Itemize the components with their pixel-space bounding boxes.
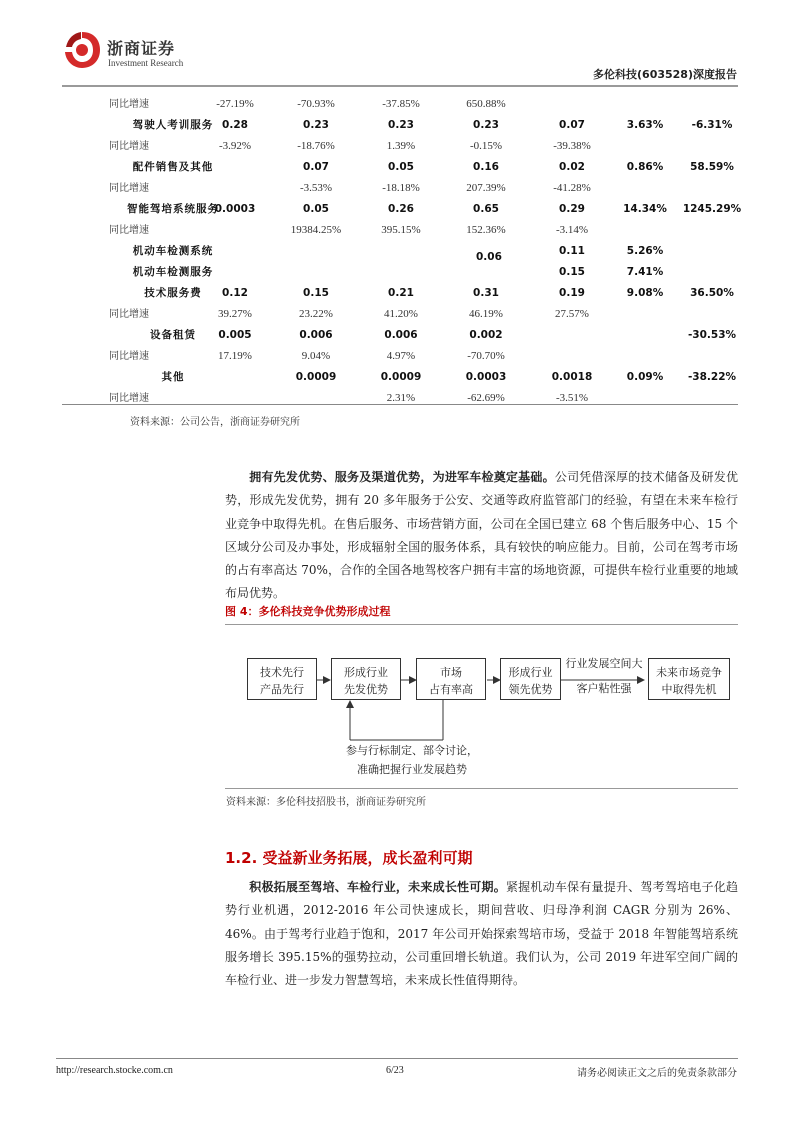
arrow-label-bottom: 客户粘性强 [576,682,632,695]
table-cell: -3.51% [555,392,589,404]
table-cell: 36.50% [690,287,734,299]
table-cell: 0.0003 [465,371,507,383]
table-row [62,157,738,178]
table-row [62,262,738,283]
table-cell: 0.005 [218,329,252,341]
flow-box-line: 先发优势 [344,683,388,696]
table-cell: 9.04% [301,350,331,362]
table-cell: -18.18% [382,182,420,194]
table-cell: 0.26 [388,203,414,215]
flow-box-line: 产品先行 [260,683,304,696]
paragraph-lead: 积极拓展至驾培、车检行业，未来成长性可期。 [249,880,506,894]
table-row [62,325,738,346]
table-cell: -41.28% [553,182,591,194]
table-cell: 3.63% [626,119,664,131]
table-cell: 0.21 [388,287,414,299]
table-cell: -3.92% [218,140,252,152]
paragraph-growth [225,876,738,992]
table-cell: -30.53% [687,329,737,341]
table-cell: 0.0009 [380,371,422,383]
row-label: 同比增速 [109,393,149,404]
table-cell: 14.34% [623,203,667,215]
footer-divider [56,1058,738,1059]
table-row [62,115,738,136]
flow-box-line: 占有率高 [429,683,473,696]
row-label: 机动车检测系统 [132,245,214,257]
row-label: 驾驶人考训服务 [132,119,214,131]
table-row [62,346,738,367]
table-cell: 152.36% [466,224,506,236]
logo-chinese-name: 浙商证券 [107,39,176,58]
table-cell: 0.23 [473,119,499,131]
table-cell: 0.0018 [551,371,593,383]
table-cell: 4.97% [386,350,416,362]
figure-source: 资料来源：多伦科技招股书，浙商证券研究所 [226,797,426,808]
table-cell: -18.76% [297,140,335,152]
row-label: 其他 [161,371,185,383]
arrow-label-top: 行业发展空间大 [565,657,643,670]
table-row [62,136,738,157]
table-cell: 1245.29% [682,203,742,215]
table-cell: 7.41% [626,266,664,278]
row-label: 同比增速 [109,225,149,236]
table-row [62,178,738,199]
table-cell: 5.26% [626,245,664,257]
table-cell: 0.12 [222,287,248,299]
table-cell: 46.19% [469,308,503,320]
table-cell: 0.23 [388,119,414,131]
flow-box-line: 形成行业 [344,666,388,679]
row-label: 设备租赁 [150,329,196,341]
row-label: 同比增速 [109,99,149,110]
table-row [62,388,738,409]
table-cell: 0.15 [303,287,329,299]
flow-box-line: 技术先行 [260,666,304,679]
paragraph-competitive-advantage [225,466,738,606]
table-cell: -27.19% [216,98,254,110]
flow-box-market-share [416,658,486,700]
footer-url-link[interactable]: http://research.stocke.com.cn [56,1065,173,1076]
flow-box-first-mover [331,658,401,700]
flow-box-line: 市场 [440,666,462,679]
flow-box-line: 中取得先机 [661,683,717,696]
table-cell: 0.15 [559,266,585,278]
table-row [62,94,738,115]
table-cell: -3.53% [299,182,333,194]
table-cell: -39.38% [553,140,591,152]
table-cell: 0.002 [469,329,503,341]
page-number: 6/23 [386,1065,404,1076]
table-row [62,367,738,388]
feedback-label-1: 参与行标制定、部令讨论， [346,744,478,757]
paragraph-body: 公司凭借深厚的技术储备及研发优势，形成先发优势，拥有 20 多年服务于公安、交通等政府监管部门的经验，有望在未来车检行业竞争中取得先机。在售后服务、市场营销方面，公司在全国已建立 68 个售后服务中心、15 个区域分公司及办事处，形成辐射全国的服务体系，具有较快的响应能力。目前，公司在驾考市场的占有率高达 70%，合作的全国各地驾校客户拥有丰富的场地资源，可提供车检行业重要的地域布局优势。 [225,470,738,601]
table-cell: 0.11 [559,245,585,257]
row-label: 配件销售及其他 [132,161,214,173]
figure-title: 图 4：多伦科技竞争优势形成过程 [225,605,391,618]
table-cell: 0.86% [626,161,664,173]
table-cell: 17.19% [218,350,252,362]
table-cell: 58.59% [690,161,734,173]
table-cell: -62.69% [467,392,505,404]
paragraph-body: 紧握机动车保有量提升、驾考驾培电子化趋势行业机遇，2012-2016 年公司快速成长，期间营收、归母净利润 CAGR 分别为 26%、46%。由于驾考行业趋于饱和，2017 年公司开始探索驾培市场，受益于 2018 年智能驾培系统服务增长 395.15%的强势拉动，公司重回增长轨道。我们认为，公司 2019 年进军空间广阔的车检行业、进一步发力智慧驾培，未来成长性值得期待。 [225,880,738,988]
table-cell: 0.02 [559,161,585,173]
logo-mark-icon [62,30,102,70]
table-cell: 9.08% [626,287,664,299]
table-cell: 19384.25% [290,224,342,236]
flow-box-line: 领先优势 [508,683,553,696]
row-label: 同比增速 [109,309,149,320]
merged-cell-value: 0.06 [476,251,502,263]
table-cell: 2.31% [386,392,416,404]
table-source: 资料来源：公司公告，浙商证券研究所 [130,417,300,428]
table-row [62,283,738,304]
table-cell: 0.65 [473,203,499,215]
table-cell: 0.05 [388,161,414,173]
table-cell: 0.16 [473,161,499,173]
company-logo [62,30,102,74]
flow-box-leading [500,658,561,700]
table-cell: -70.70% [467,350,505,362]
table-cell: 0.31 [473,287,499,299]
footer-disclaimer: 请务必阅读正文之后的免责条款部分 [577,1068,737,1079]
table-row [62,220,738,241]
flow-box-technology [247,658,317,700]
table-cell: 27.57% [555,308,589,320]
row-label: 同比增速 [109,183,149,194]
table-cell: 0.29 [559,203,585,215]
section-title: 1.2. 受益新业务拓展，成长盈利可期 [225,849,473,867]
table-cell: -3.14% [555,224,589,236]
table-row [62,199,742,220]
table-cell: -70.93% [297,98,335,110]
table-cell: -37.85% [382,98,420,110]
report-title: 多伦科技(603528)深度报告 [593,68,737,81]
table-cell: 0.23 [303,119,329,131]
table-cell: 41.20% [384,308,418,320]
table-cell: 395.15% [381,224,421,236]
table-cell: 650.88% [466,98,506,110]
flow-box-future [648,658,730,700]
table-cell: -6.31% [691,119,733,131]
table-cell: 0.19 [559,287,585,299]
feedback-label-2: 准确把握行业发展趋势 [357,763,467,776]
row-label: 机动车检测服务 [132,266,214,278]
table-cell: 0.006 [384,329,418,341]
table-cell: 1.39% [386,140,416,152]
table-cell: 0.05 [303,203,329,215]
table-cell: 0.09% [626,371,664,383]
row-label: 智能驾培系统服务 [127,203,219,215]
table-cell: 0.0003 [214,203,256,215]
table-cell: 23.22% [299,308,333,320]
paragraph-lead: 拥有先发优势、服务及渠道优势，为进军车检奠定基础。 [249,470,555,484]
table-cell: 0.07 [303,161,329,173]
flow-box-line: 形成行业 [508,666,553,679]
header-divider [62,85,738,87]
flow-box-line: 未来市场竞争 [656,666,722,679]
table-cell: -38.22% [687,371,737,383]
table-cell: 0.28 [222,119,248,131]
table-row [62,304,738,325]
row-label: 同比增速 [109,351,149,362]
table-cell: 0.006 [299,329,333,341]
logo-english-name: Investment Research [108,58,184,68]
table-cell: -0.15% [469,140,503,152]
table-row [62,241,738,262]
table-cell: 0.0009 [295,371,337,383]
table-cell: 0.07 [559,119,585,131]
table-cell: 207.39% [466,182,506,194]
table-cell: 39.27% [218,308,252,320]
figure-bottom-rule [225,788,738,789]
row-label: 技术服务费 [144,287,202,299]
row-label: 同比增速 [109,141,149,152]
